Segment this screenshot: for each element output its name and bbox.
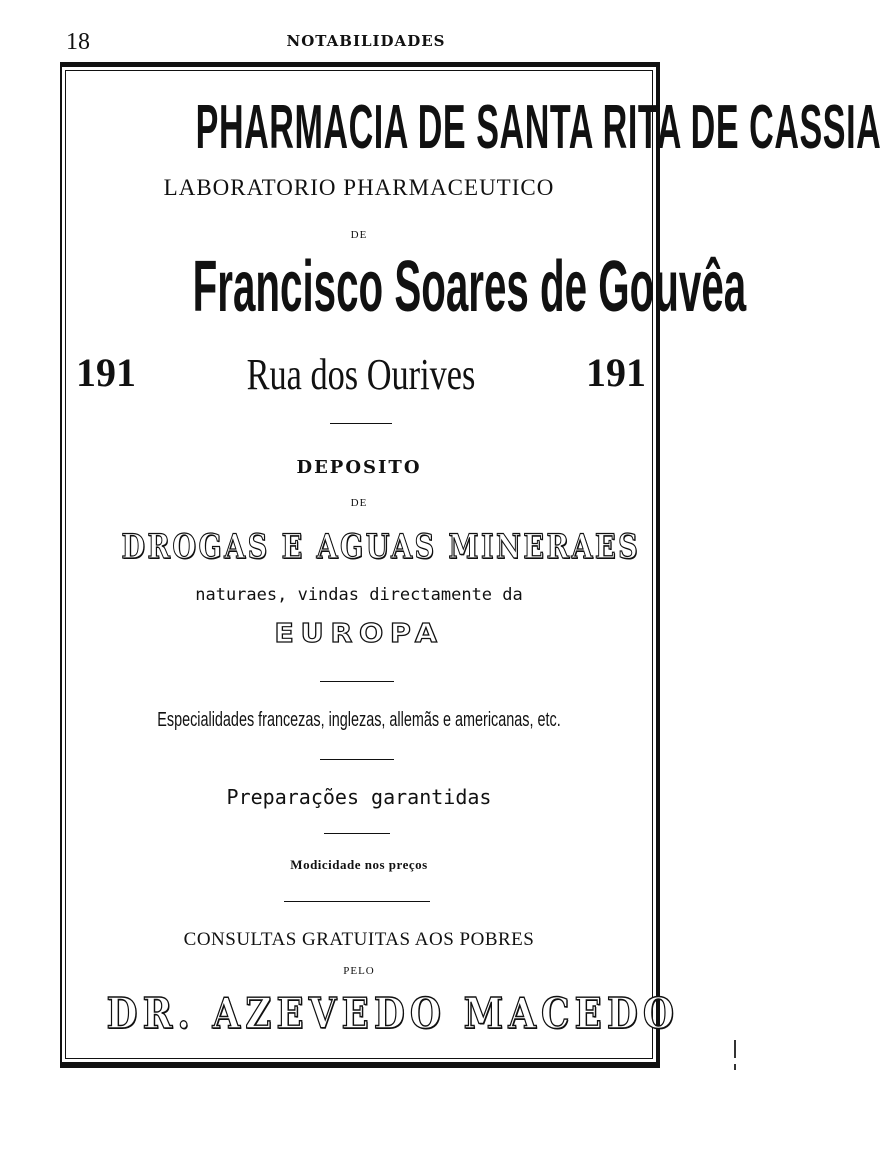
advertisement-frame xyxy=(60,62,881,1068)
street-name: Rua dos Ourives xyxy=(246,350,476,399)
divider-rule xyxy=(320,759,394,760)
page-number: 18 xyxy=(66,29,90,55)
laboratory-subtitle: LABORATORIO PHARMACEUTICO xyxy=(163,175,555,200)
preparacoes-text: Preparações garantidas xyxy=(226,785,492,809)
drogas-heading: DROGAS E AGUAS MINERAES xyxy=(121,527,641,567)
divider-rule xyxy=(320,681,394,682)
divider-rule xyxy=(330,423,392,424)
pharmacy-name: PHARMACIA DE SANTA RITA DE CASSIA xyxy=(195,93,881,162)
divider-rule xyxy=(324,833,390,834)
address-number-right: 191 xyxy=(586,350,646,395)
consultas-text: CONSULTAS GRATUITAS AOS POBRES xyxy=(183,929,535,950)
address-number-left: 191 xyxy=(76,350,136,395)
especialidades-text: Especialidades francezas, inglezas, allemãs e americanas, etc. xyxy=(157,709,561,731)
divider-rule xyxy=(284,901,430,902)
preposition-de: DE xyxy=(350,229,368,241)
address-row xyxy=(76,349,646,399)
owner-name: Francisco Soares de Gouvêa xyxy=(192,247,747,327)
page-header xyxy=(66,30,666,54)
pelo-text: PELO xyxy=(343,965,375,977)
speck-mark xyxy=(734,1064,736,1070)
doctor-name: DR. AZEVEDO MACEDO xyxy=(106,989,680,1038)
modicidade-text: Modicidade nos preços xyxy=(290,857,428,872)
europa-heading: EUROPA xyxy=(274,619,444,649)
running-title: NOTABILIDADES xyxy=(286,32,446,50)
deposito-heading: DEPOSITO xyxy=(296,457,422,478)
margin-specks xyxy=(730,1040,740,1090)
preposition-de: DE xyxy=(350,497,368,509)
speck-mark xyxy=(734,1040,736,1058)
naturaes-text: naturaes, vindas directamente da xyxy=(195,585,523,605)
